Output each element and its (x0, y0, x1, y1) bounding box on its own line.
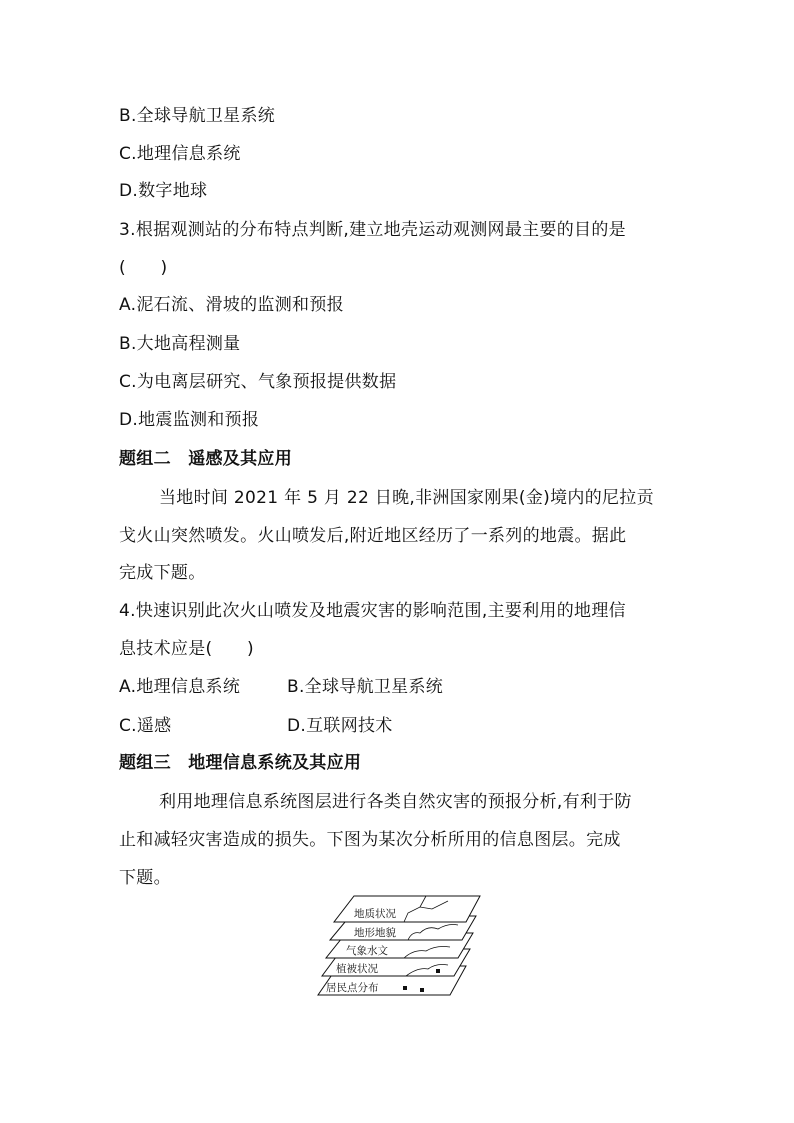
q4-stem-line-2: 息技术应是( ) (119, 639, 254, 659)
gis-layers-diagram (308, 893, 486, 999)
group3-passage-line-2: 止和减轻灾害造成的损失。下图为某次分析所用的信息图层。完成 (119, 830, 621, 850)
layer-geology (334, 896, 480, 922)
q4-stem-line-1: 4.快速识别此次火山喷发及地震灾害的影响范围,主要利用的地理信 (119, 601, 626, 621)
q2-option-b: B.全球导航卫星系统 (119, 106, 276, 126)
q3-option-b: B.大地高程测量 (119, 334, 241, 354)
layer-label-geology: 地质状况 (354, 908, 396, 920)
settlement-dot (403, 986, 407, 990)
q3-answer-blank: ( ) (119, 258, 168, 278)
group3-passage-line-3: 下题。 (119, 868, 171, 888)
group2-passage-line-3: 完成下题。 (119, 563, 206, 583)
group2-passage-line-1: 当地时间 2021 年 5 月 22 日晚,非洲国家刚果(金)境内的尼拉贡 (159, 488, 654, 508)
q3-stem: 3.根据观测站的分布特点判断,建立地壳运动观测网最主要的目的是 (119, 220, 626, 240)
layer-label-vegetation: 植被状况 (336, 963, 378, 975)
q4-option-d: D.互联网技术 (287, 716, 393, 736)
layer-label-meteorology: 气象水文 (346, 945, 388, 957)
vegetation-mark (436, 969, 440, 973)
q4-option-c: C.遥感 (119, 716, 172, 736)
settlement-dot (420, 988, 424, 992)
group3-passage-line-1: 利用地理信息系统图层进行各类自然灾害的预报分析,有利于防 (159, 792, 632, 812)
layer-label-terrain: 地形地貌 (354, 927, 396, 939)
q3-option-d: D.地震监测和预报 (119, 410, 260, 430)
q4-option-a: A.地理信息系统 (119, 677, 241, 697)
gis-layers-figure (308, 893, 486, 999)
q4-option-b: B.全球导航卫星系统 (287, 677, 444, 697)
q3-option-a: A.泥石流、滑坡的监测和预报 (119, 295, 344, 315)
group3-heading: 题组三 地理信息系统及其应用 (119, 753, 362, 773)
group2-heading: 题组二 遥感及其应用 (119, 449, 292, 469)
group2-passage-line-2: 戈火山突然喷发。火山喷发后,附近地区经历了一系列的地震。据此 (119, 526, 627, 546)
q2-option-c: C.地理信息系统 (119, 144, 241, 164)
q3-option-c: C.为电离层研究、气象预报提供数据 (119, 372, 397, 392)
q2-option-d: D.数字地球 (119, 181, 208, 201)
layer-label-settlement: 居民点分布 (326, 982, 379, 994)
